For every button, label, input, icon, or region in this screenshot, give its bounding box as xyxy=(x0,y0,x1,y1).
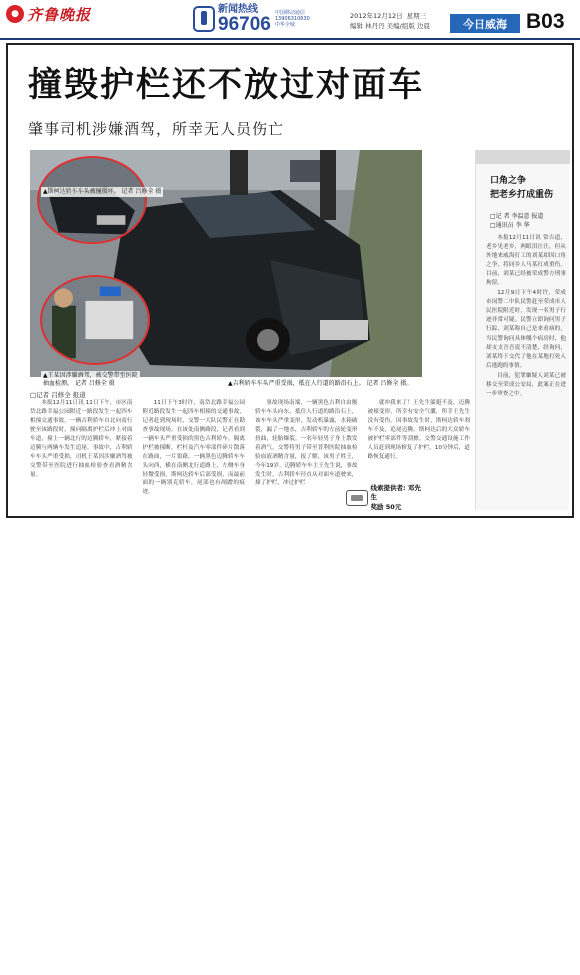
sidebar-paragraph: 目前，犯罪嫌疑人刘某已被移交至荣成公安局，此案正在进一步审查之中。 xyxy=(486,372,566,397)
inset-caption-skoda: ▲斯柯达轿车车头被撞损坏。 记者 吕修全 摄 xyxy=(43,188,162,195)
article-column: 事故现场南端，一辆黑色吉利自由舰轿车车头向东，抵住人行道的路沿石上，该车车头严重变形，发动机暴露，水箱破裂，漏了一地水，吉利轿车的左前轮变形扭曲，轮胎爆裂。一名年轻男子身上散发着酒气，交警将男子带至普利医院抽血检验血液酒精含量，报了解，该男子姓王，今年19岁。迈腾轿车车主王先生说，事故发生时，吉利轿车径直从对面车道驶来，撞了护栏，冲过护栏 xyxy=(255,400,358,487)
inset-photo-driver[interactable] xyxy=(40,275,150,365)
phone-icon xyxy=(193,6,215,32)
accident-photo[interactable] xyxy=(30,150,422,377)
paper-name: 齐鲁晚报 xyxy=(27,5,92,24)
masthead xyxy=(0,0,580,40)
issue-weekday: 星期三 xyxy=(406,12,427,20)
news-hotline xyxy=(193,3,310,35)
tip-reward-box xyxy=(346,483,426,513)
hotline-label: 新闻热线 xyxy=(218,3,258,15)
hotline-carrier: 中国移动通信 xyxy=(274,10,305,16)
inset-caption-driver: ▲王某因涉嫌酒驾，被交警带至医院 抽血检测。 记者 吕修全 摄 xyxy=(43,372,138,387)
sidebar-header-bar xyxy=(476,150,570,164)
hotline-number: 96706 xyxy=(218,13,271,35)
hotline-alt-number: 13906310630 xyxy=(274,16,310,22)
sidebar-story xyxy=(475,150,569,510)
car-icon xyxy=(346,490,368,506)
sidebar-paragraph: 本报12月11日讯 常吉道，老乡见老乡，两眼泪汪汪，但从外地来威海打工的刘某却因口角之争，将同乡人马某打成重伤。目前，刘某已经被荣成警方刑事拘留。 xyxy=(486,235,566,287)
photo-caption: ▲吉利轿车车头严重受损，抵在人行道的路沿石上。 记者 吕修全 摄。 xyxy=(228,380,413,387)
issue-date: 2012年12月12日 xyxy=(350,12,403,20)
section-tag[interactable]: 今日威海 xyxy=(450,14,520,33)
article-frame xyxy=(6,43,574,518)
sidebar-title: 口角之争 把老乡打成重伤 xyxy=(490,176,554,200)
article-byline: □记者 吕修全 报道 xyxy=(30,391,86,399)
paper-logo[interactable] xyxy=(6,4,96,24)
editors-credit: 编辑 林丹丹 美编/组版 边晨 xyxy=(350,21,430,30)
article-subhead: 肇事司机涉嫌酒驾，所幸无人员伤亡 xyxy=(28,120,285,138)
article-column: 就冲我来了！王先生躲避不及，迈腾被撞变形，所幸有安全气囊，所幸王先生没有受伤。因事故发生时，斯柯达轿车刹车不及，追尾迈腾，斯柯达后的大众轿车被护栏零部件等刮擦。交警交通设施工作人员赶到现场修复了护栏，10分钟后，道路恢复通行。 xyxy=(367,400,470,460)
article-column: 11日下午3时许，南岱北路幸福公园附近路段发生一起四车相撞的交通事故，记者赶到现场时，交警一大队民警正在勘查事故现场。在该处南侧路段，记者看到一辆车头严重受损的黑色吉利轿车，隔离护栏被撞断，栏杆及汽车零部件碎片散落在路面，一片狼藉。一辆黑色迈腾轿车车头向西，横在南侧北行道路上，左侧车身轻微受损，斯柯达轿车后部受损，而最前面的一辆别克轿车，尾部也有剐蹭的痕迹。 xyxy=(142,400,245,496)
sidebar-body xyxy=(486,234,566,400)
issue-info xyxy=(350,12,450,32)
hotline-sub: 中华全城 xyxy=(274,22,295,28)
sidebar-paragraph: 12月9日下午4时许，荣成市岗警二中队民警赶至荣成市人民医院附近时，发现一名男子行迹非常可疑。民警立即询问男子行踪，刘某称自己是来看病的，当民警询问具体哪个病房时，他却支支吾吾说不清楚，经询问，刘某终于交代了他在某地打死人后逃跑的事情。 xyxy=(486,290,566,369)
page-number: B03 xyxy=(526,10,565,33)
sidebar-byline: □记 者 李温意 报道 □通讯员 李 华 xyxy=(490,213,544,229)
inset-photo-skoda[interactable] xyxy=(37,156,147,244)
article-headline: 撞毁护栏还不放过对面车 xyxy=(28,65,424,105)
tip-label: 线索提供者: xyxy=(370,484,406,493)
article-column: 本报12月11日讯 11日下午，市区南岱北路幸福公园附近一路段发生一起四车相撞交通事故，一辆吉利轿车自北向南行驶至该路段时，撞向隔离护栏后冲上对面车道，撞上一辆北行的迈腾轿车，紧接着迈腾与两辆车发生追尾。事故中，吉利轿车车头严重受损，司机王某因涉嫌酒驾被交警带至医院进行抽血检验查看酒精含量。 xyxy=(30,400,133,478)
tip-name: 邓先生 xyxy=(370,484,421,502)
tip-reward: 奖励 50元 xyxy=(370,502,402,511)
paper-logo-icon: ● xyxy=(6,5,24,23)
